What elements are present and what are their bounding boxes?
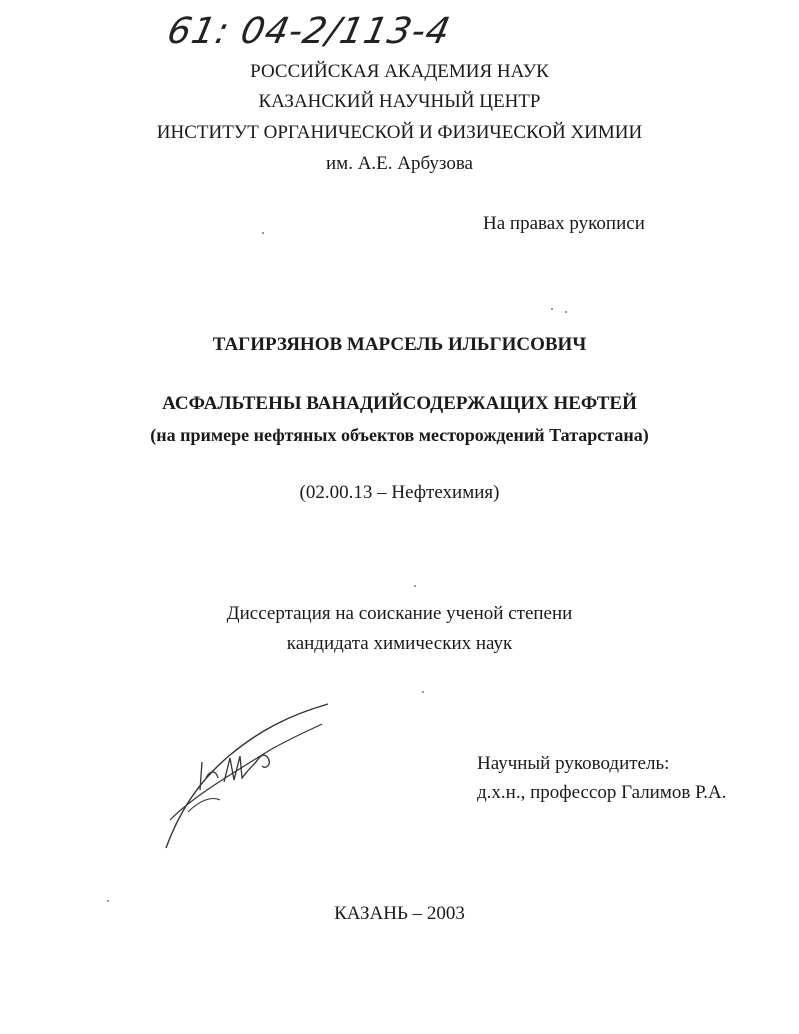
- scan-speck: [422, 691, 424, 693]
- degree-line-1: Диссертация на соискание ученой степени: [226, 603, 573, 624]
- supervisor-label: Научный руководитель:: [477, 753, 670, 774]
- header-center: КАЗАНСКИЙ НАУЧНЫЙ ЦЕНТР: [258, 91, 541, 112]
- handwritten-archive-number: 61: 04-2/113-4: [163, 11, 455, 52]
- city-year: КАЗАНЬ – 2003: [334, 903, 465, 924]
- specialty-code: (02.00.13 – Нефтехимия): [299, 482, 500, 503]
- scan-speck: [551, 308, 553, 310]
- scan-speck: [565, 311, 567, 313]
- header-institute: ИНСТИТУТ ОРГАНИЧЕСКОЙ И ФИЗИЧЕСКОЙ ХИМИИ: [156, 122, 643, 143]
- header-named-after: им. А.Е. Арбузова: [326, 153, 473, 174]
- author-signature: [160, 700, 340, 860]
- dissertation-subtitle: (на примере нефтяных объектов месторождений Татарстана): [150, 425, 649, 445]
- header-academy: РОССИЙСКАЯ АКАДЕМИЯ НАУК: [250, 61, 549, 82]
- author-name: ТАГИРЗЯНОВ МАРСЕЛЬ ИЛЬГИСОВИЧ: [212, 334, 587, 355]
- scan-speck: [414, 585, 416, 587]
- dissertation-title: АСФАЛЬТЕНЫ ВАНАДИЙСОДЕРЖАЩИХ НЕФТЕЙ: [162, 393, 637, 414]
- degree-line-2: кандидата химических наук: [286, 633, 513, 654]
- scan-speck: [107, 900, 109, 902]
- manuscript-rights: На правах рукописи: [483, 213, 645, 234]
- scan-speck: [262, 232, 264, 234]
- supervisor-name: д.х.н., профессор Галимов Р.А.: [477, 782, 727, 803]
